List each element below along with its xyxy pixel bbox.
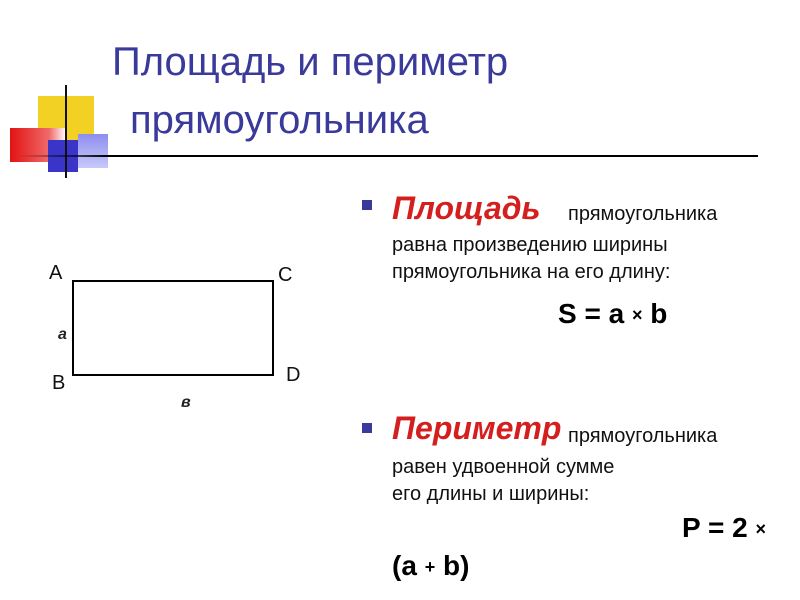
perimeter-text-line2: равен удвоенной сумме (392, 456, 615, 478)
perimeter-formula-part2 (392, 550, 469, 583)
title-divider-line (18, 155, 758, 157)
corner-label-a: A (49, 262, 63, 284)
area-text-line1: прямоугольника (568, 203, 718, 225)
perimeter-formula-open: (a (392, 550, 417, 581)
slide-title-line2: прямоугольника (130, 98, 429, 142)
area-text-line3: прямоугольника на его длину: (392, 261, 671, 283)
perimeter-formula-part1 (682, 512, 766, 545)
area-formula-right: b (650, 298, 668, 329)
slide-title-line1: Площадь и периметр (112, 40, 509, 84)
plus-sign: + (424, 557, 436, 577)
area-term: Площадь (392, 190, 541, 226)
corner-label-c: C (278, 264, 293, 286)
side-label-b: в (181, 394, 191, 411)
perimeter-text-line1: прямоугольника (568, 425, 718, 447)
perimeter-term: Периметр (392, 410, 562, 446)
bullet-icon (362, 423, 372, 433)
decor-light-blue-square (78, 134, 108, 168)
area-formula-left: S = a (558, 298, 625, 329)
perimeter-text-line3: его длины и ширины: (392, 483, 590, 505)
decor-vertical-line (65, 85, 67, 178)
bullet-icon (362, 200, 372, 210)
multiply-sign: × (755, 519, 766, 539)
corner-label-d: D (286, 364, 301, 386)
area-formula (558, 298, 667, 331)
rectangle-figure (72, 280, 274, 376)
perimeter-formula-close: b) (442, 550, 470, 581)
area-text-line2: равна произведению ширины (392, 234, 668, 256)
corner-label-b: B (52, 372, 66, 394)
perimeter-formula-left: P = 2 (682, 512, 748, 543)
multiply-sign: × (631, 305, 643, 325)
side-label-a: a (58, 326, 67, 343)
